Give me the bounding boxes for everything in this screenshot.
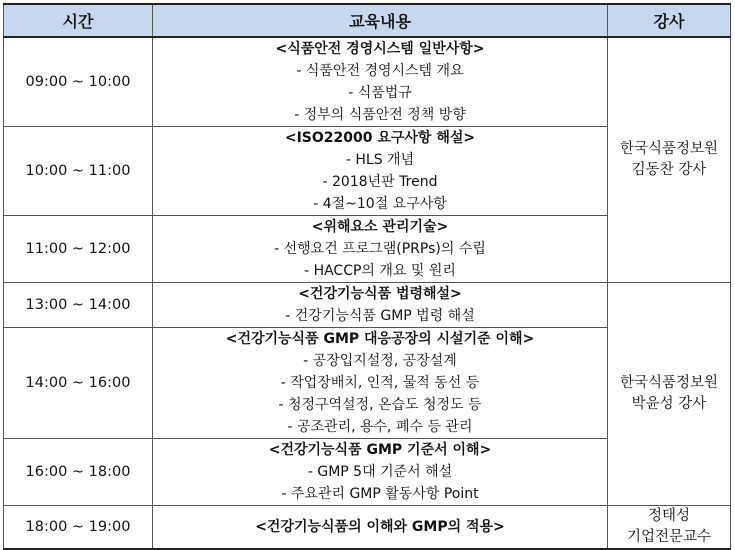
- session-title: <건강기능식품 GMP 대응공장의 시설기준 이해>: [225, 331, 535, 347]
- content-cell: [153, 37, 608, 127]
- time-cell: 14:00 ~ 16:00: [4, 328, 153, 439]
- session-item: - 정부의 식품안전 정책 방향: [294, 107, 466, 123]
- session-title: <건강기능식품 법령해설>: [298, 286, 462, 302]
- content-cell: [153, 328, 608, 439]
- session-item: - 4절~10절 요구사항: [313, 196, 447, 212]
- session-title: <위해요소 관리기술>: [311, 219, 449, 235]
- session-title: <건강기능식품의 이해와 GMP의 적용>: [255, 519, 505, 535]
- header-time: 시간: [4, 4, 153, 37]
- schedule-table: [3, 3, 731, 550]
- time-cell: 09:00 ~ 10:00: [4, 37, 153, 127]
- lecturer-cell: [608, 37, 731, 283]
- session-item: - 공조관리, 용수, 폐수 등 관리: [287, 419, 473, 435]
- header-content: 교육내용: [153, 4, 608, 37]
- content-cell: [153, 506, 608, 550]
- session-item: - 식품안전 경영시스템 개요: [296, 63, 464, 79]
- table-row: [4, 37, 731, 127]
- lecturer-cell: [608, 283, 731, 506]
- lecturer-org: 한국식품정보원: [619, 375, 719, 391]
- lecturer-title: 기업전문교수: [626, 529, 712, 545]
- time-cell: 10:00 ~ 11:00: [4, 127, 153, 216]
- lecturer-name: 박윤성 강사: [631, 396, 707, 412]
- session-item: - HACCP의 개요 및 원리: [304, 263, 456, 279]
- session-item: - 청정구역설정, 온습도 청정도 등: [278, 397, 482, 413]
- session-item: - 2018년판 Trend: [322, 174, 438, 190]
- content-cell: [153, 439, 608, 506]
- content-cell: [153, 127, 608, 216]
- time-cell: 16:00 ~ 18:00: [4, 439, 153, 506]
- session-item: - HLS 개념: [345, 152, 415, 168]
- session-title: <건강기능식품 GMP 기준서 이해>: [268, 442, 492, 458]
- session-item: - 주요관리 GMP 활동사항 Point: [281, 486, 479, 502]
- session-title: <식품안전 경영시스템 일반사항>: [275, 41, 485, 57]
- time-cell: 11:00 ~ 12:00: [4, 216, 153, 283]
- header-lecturer: 강사: [608, 4, 731, 37]
- session-item: - GMP 5대 기준서 해설: [307, 464, 453, 480]
- header-row: [4, 4, 731, 37]
- session-item: - 작업장배치, 인적, 물적 동선 등: [280, 375, 480, 391]
- table-row: [4, 283, 731, 328]
- lecturer-name: 김동찬 강사: [631, 162, 707, 178]
- content-cell: [153, 216, 608, 283]
- lecturer-name: 정태성: [647, 508, 691, 524]
- session-item: - 공장입지설정, 공장설계: [303, 353, 457, 369]
- session-item: - 건강기능식품 GMP 법령 해설: [285, 308, 475, 324]
- table-row: [4, 506, 731, 550]
- content-cell: [153, 283, 608, 328]
- time-cell: 18:00 ~ 19:00: [4, 506, 153, 550]
- session-title: <ISO22000 요구사항 해설>: [284, 130, 476, 146]
- lecturer-org: 한국식품정보원: [619, 141, 719, 157]
- session-item: - 식품법규: [348, 85, 412, 101]
- lecturer-cell: [608, 506, 731, 550]
- session-item: - 선행요건 프로그램(PRPs)의 수립: [274, 241, 486, 257]
- time-cell: 13:00 ~ 14:00: [4, 283, 153, 328]
